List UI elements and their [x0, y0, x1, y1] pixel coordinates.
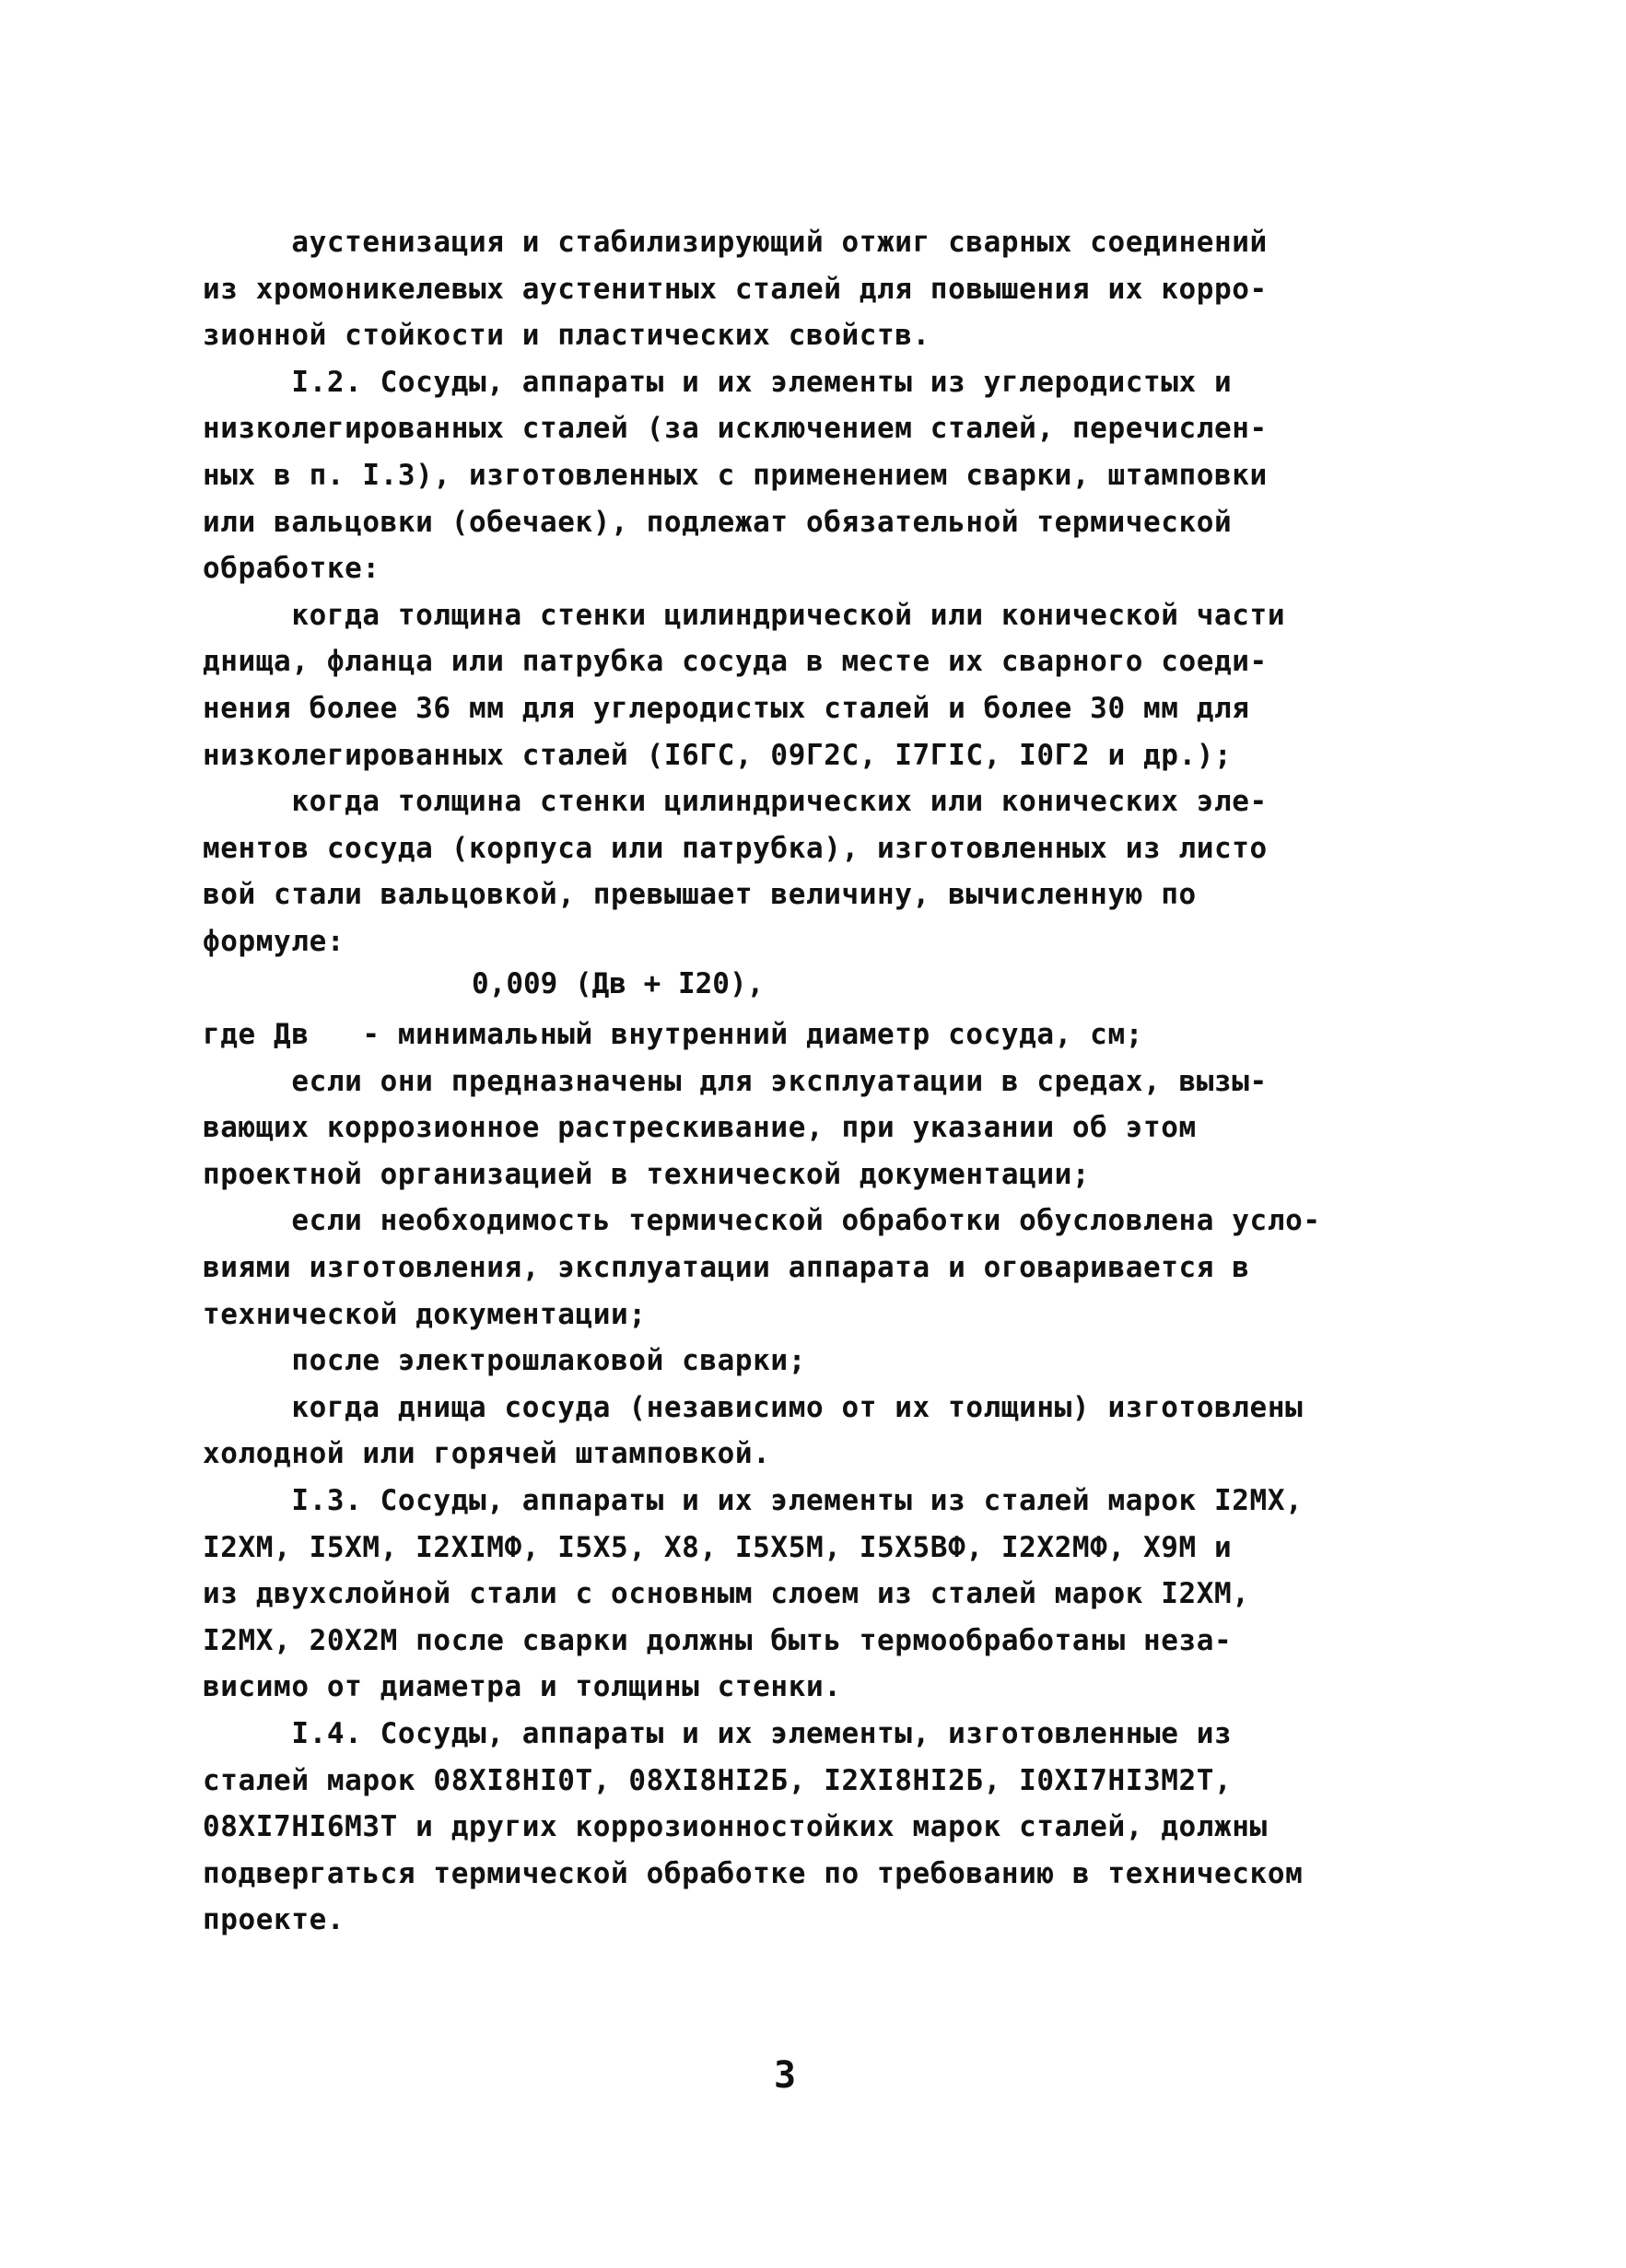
text-line: вой стали вальцовкой, превышает величину, вычисленную по: [203, 878, 1197, 912]
text-line: если они предназначены для эксплуатации в средах, вызы-: [203, 1064, 1268, 1098]
text-line: 08ХI7НI6М3Т и других коррозионностойких марок сталей, должны: [203, 1810, 1268, 1844]
text-line: когда днища сосуда (независимо от их толщины) изготовлены: [203, 1390, 1304, 1424]
text-line: I.2. Сосуды, аппараты и их элементы из углеродистых и: [203, 365, 1233, 399]
text-line: если необходимость термической обработки обусловлена усло-: [203, 1204, 1321, 1238]
formula-spacer: [203, 965, 1382, 1012]
page-number: 3: [774, 2054, 797, 2097]
text-line: после электрошлаковой сварки;: [203, 1344, 806, 1378]
text-line: из хромоникелевых аустенитных сталей для повышения их корро-: [203, 272, 1268, 306]
text-line: низколегированных сталей (I6ГС, 09Г2С, I7ГIС, I0Г2 и др.);: [203, 738, 1233, 772]
text-line: виями изготовления, эксплуатации аппарата и оговаривается в: [203, 1251, 1250, 1285]
formula: 0,009 (Дв + I20),: [472, 967, 765, 1000]
text-line: из двухслойной стали с основным слоем из сталей марок I2ХМ,: [203, 1577, 1250, 1611]
text-line: висимо от диаметра и толщины стенки.: [203, 1670, 842, 1704]
text-line: формуле:: [203, 924, 345, 958]
text-line: когда толщина стенки цилиндрической или конической части: [203, 598, 1286, 632]
text-line: I.4. Сосуды, аппараты и их элементы, изготовленные из: [203, 1717, 1233, 1750]
text-line: I2ХМ, I5ХМ, I2ХIМФ, I5Х5, Х8, I5Х5М, I5Х5ВФ, I2Х2МФ, Х9М и: [203, 1530, 1233, 1564]
text-line: технической документации;: [203, 1297, 647, 1331]
text-line: ных в п. I.3), изготовленных с применением сварки, штамповки: [203, 458, 1268, 492]
text-line: или вальцовки (обечаек), подлежат обязательной термической: [203, 505, 1233, 539]
text-line: сталей марок 08ХI8НI0Т, 08ХI8НI2Б, I2ХI8НI2Б, I0ХI7НI3М2Т,: [203, 1763, 1233, 1797]
text-line: днища, фланца или патрубка сосуда в месте их сварного соеди-: [203, 645, 1268, 679]
text-line: ментов сосуда (корпуса или патрубка), изготовленных из листо: [203, 831, 1268, 865]
text-line: проектной организацией в технической документации;: [203, 1157, 1091, 1191]
text-line: I2МХ, 20Х2М после сварки должны быть термообработаны неза-: [203, 1623, 1233, 1657]
text-line: проекте.: [203, 1903, 345, 1937]
text-line: низколегированных сталей (за исключением сталей, перечислен-: [203, 412, 1268, 446]
body-text: [203, 219, 1382, 1944]
text-line: где Дв - минимальный внутренний диаметр сосуда, см;: [203, 1018, 1143, 1052]
text-line: подвергаться термической обработке по требованию в техническом: [203, 1856, 1304, 1890]
text-line: зионной стойкости и пластических свойств.: [203, 319, 930, 353]
text-line: вающих коррозионное растрескивание, при указании об этом: [203, 1111, 1197, 1145]
text-line: обработке:: [203, 552, 380, 586]
text-line: холодной или горячей штамповкой.: [203, 1437, 771, 1471]
text-line: когда толщина стенки цилиндрических или конических эле-: [203, 785, 1268, 819]
text-line: аустенизация и стабилизирующий отжиг сварных соединений: [203, 226, 1268, 259]
text-line: I.3. Сосуды, аппараты и их элементы из сталей марок I2МХ,: [203, 1484, 1304, 1518]
text-line: нения более 36 мм для углеродистых сталей и более 30 мм для: [203, 691, 1250, 725]
